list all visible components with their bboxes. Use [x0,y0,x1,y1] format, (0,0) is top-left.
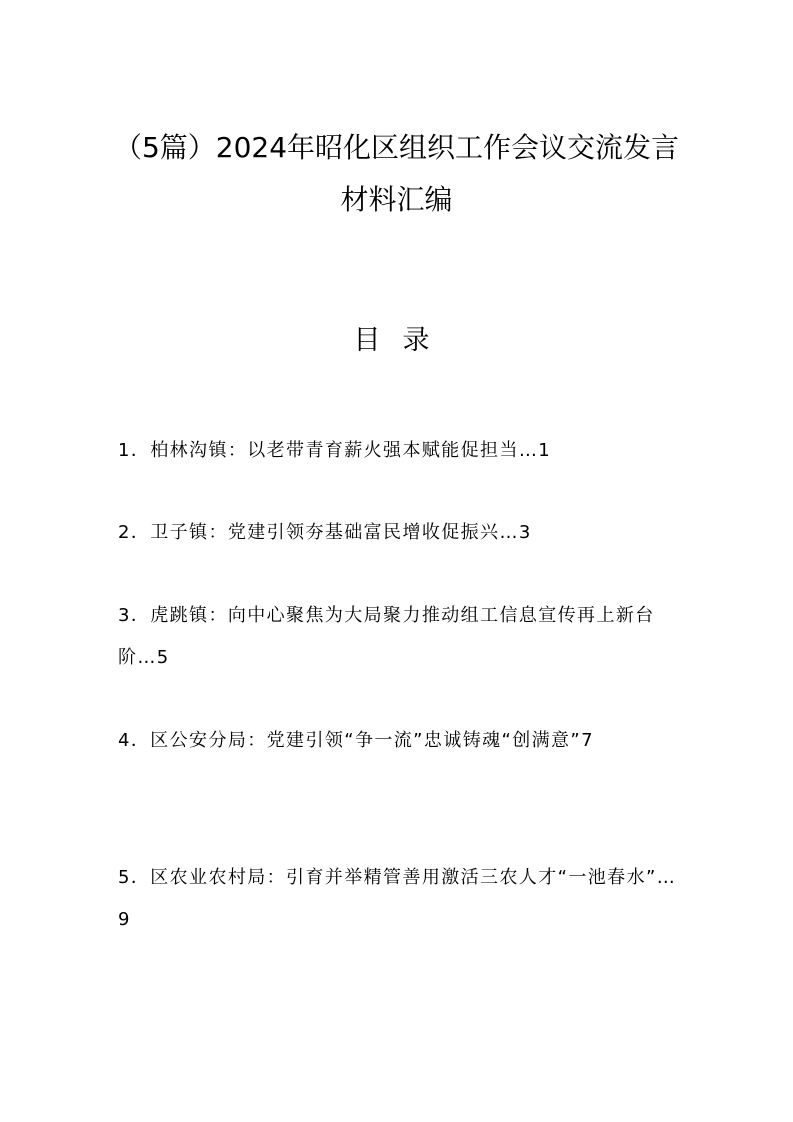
document-title: （5篇）2024年昭化区组织工作会议交流发言材料汇编 [113,131,680,216]
toc-item-5: 5．区农业农村局：引育并举精管善用激活三农人才“一池春水”…9 [118,867,677,930]
toc-item-1: 1．柏林沟镇：以老带青育薪火强本赋能促担当…1 [118,440,552,461]
toc-item-3: 3．虎跳镇：向中心聚焦为大局聚力推动组工信息宣传再上新台阶…5 [118,605,655,668]
toc-heading: 目录 [353,325,452,356]
toc-item-4: 4．区公安分局：党建引领“争一流”忠诚铸魂“创满意”7 [118,730,595,751]
toc-item-2: 2．卫子镇：党建引领夯基础富民增收促振兴…3 [118,522,532,543]
